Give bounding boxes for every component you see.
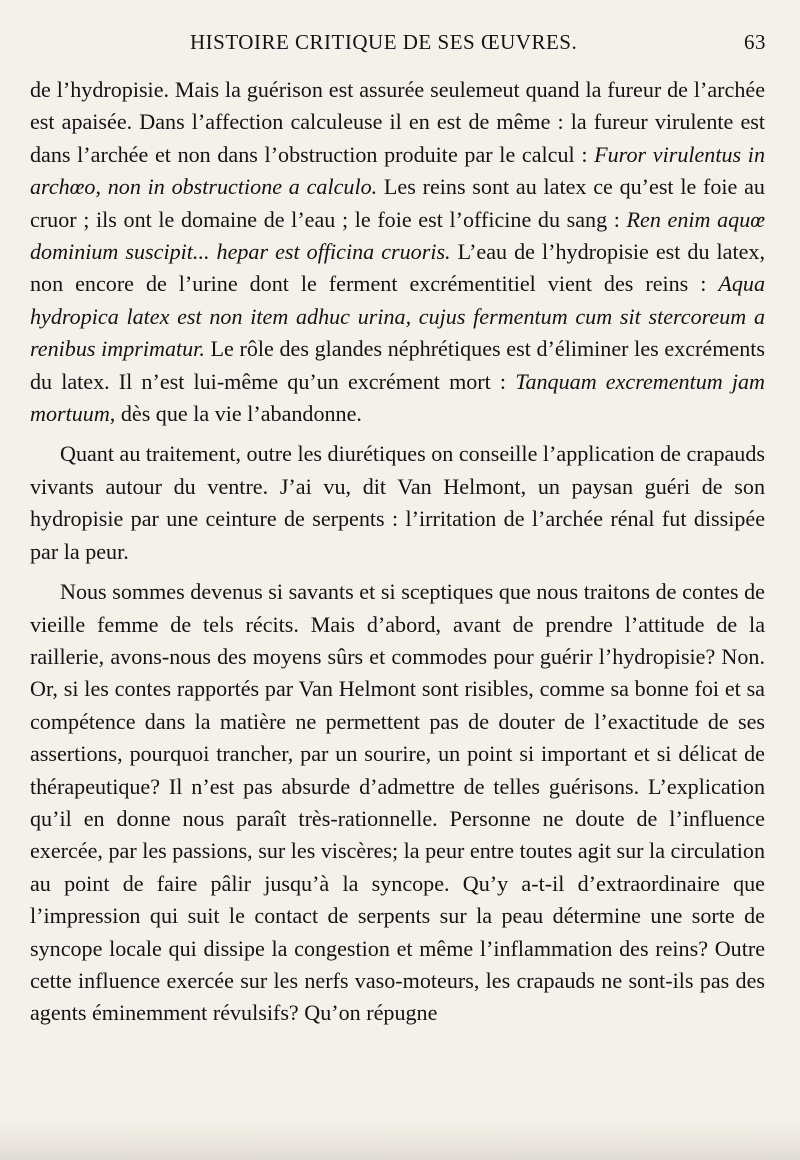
latin-quotation: Tanquam excrementum jam mortuum, [30, 368, 765, 427]
text-run: Les reins sont au latex ce qu’est le foie au cruor ; ils ont le domaine de l’eau ; le foie est l’officine du sang : [30, 174, 765, 232]
latin-quotation: Ren enim aquœ dominium suscipit... hepar est officina cruoris. [30, 206, 765, 265]
latin-quotation: Furor virulentus in archœo, non in obstructione a calculo. [30, 141, 765, 200]
latin-quotation: Aqua hydropica latex est non item adhuc urina, cujus fermentum cum sit stercoreum a renibus imprimatur. [30, 271, 765, 362]
text-run: Nous sommes devenus si savants et si sceptiques que nous traitons de contes de vieille femme de tels récits. Mais d’abord, avant de prendre l’attitude de la raillerie, avons-nous des moyens sûrs et commodes pour guérir l’hydropisie? Non. Or, si les contes rapportés par Van Helmont sont risibles, comme sa bonne foi et sa compétence dans la matière ne permettent pas de douter de l’exactitude de ses assertions, pourquoi trancher, par un sourire, un point si important et si délicat de thérapeutique? Il n’est pas absurde d’admettre de telles guérisons. L’explication qu’il en donne nous paraît très-rationnelle. Personne ne doute de l’influence exercée, par les passions, sur les viscères; la peur entre toutes agit sur la circulation au point de faire pâlir jusqu’à la syncope. Qu’y a-t-il d’extraordinaire que l’impression qui suit le contact de serpents sur la peau détermine une sorte de syncope locale qui dissipe la congestion et même l’inflammation des reins? Outre cette influence exercée sur les nerfs vaso-moteurs, les crapauds ne sont-ils pas des agents éminemment révulsifs? Qu’on répugne [30, 579, 765, 1026]
paragraph [30, 576, 765, 1030]
running-header [30, 30, 770, 56]
text-run: L’eau de l’hydropisie est du latex, non encore de l’urine dont le ferment excrémentitiel vient des reins : [30, 239, 765, 297]
text-run: Le rôle des glandes néphrétiques est d’éliminer les excréments du latex. Il n’est lui-même qu’un excrément mort : [30, 336, 765, 394]
paragraph [30, 74, 765, 430]
text-run: dès que la vie l’abandonne. [115, 401, 362, 427]
page-number: 63 [744, 30, 766, 54]
running-title: HISTOIRE CRITIQUE DE SES ŒUVRES. [190, 30, 578, 54]
text-run: de l’hydropisie. Mais la guérison est assurée seulemeut quand la fureur de l’archée est apaisée. Dans l’affection calculeuse il en est de même : la fureur virulente est dans l’archée et non dans l’obstruction produite par le calcul : [30, 77, 765, 167]
text-run: Quant au traitement, outre les diurétiques on conseille l’application de crapauds vivants autour du ventre. J’ai vu, dit Van Helmont, un paysan guéri de son hydropisie par une ceinture de serpents : l’irritation de l’archée rénal fut dissipée par la peur. [30, 441, 765, 564]
body-text [30, 74, 765, 1030]
paragraph [30, 438, 765, 568]
page-edge-shadow [0, 1120, 800, 1160]
